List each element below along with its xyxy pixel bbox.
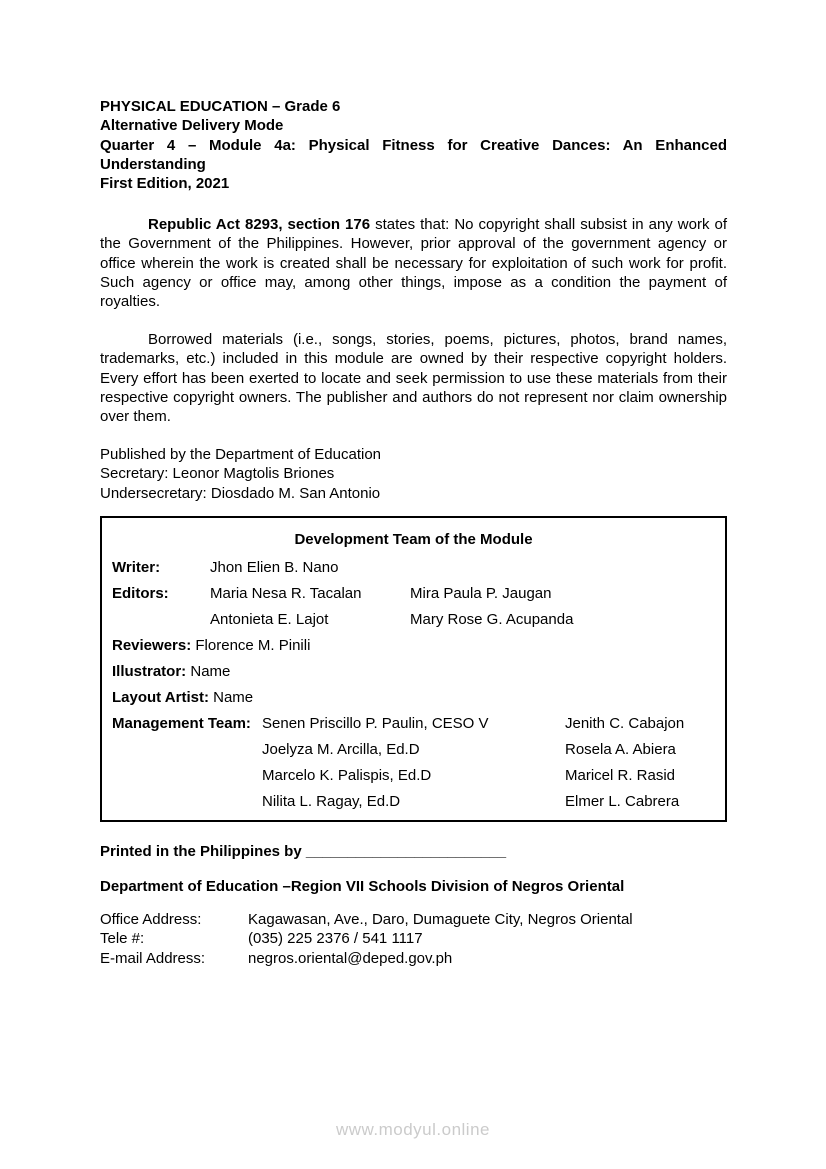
dev-team-title: Development Team of the Module (294, 531, 533, 548)
contact-label: E-mail Address: (100, 949, 206, 967)
document-header (100, 97, 727, 193)
writer-label: Writer: (112, 559, 161, 576)
management-team-row (112, 768, 715, 783)
printed-line: Printed in the Philippines by ________________________ (100, 843, 507, 860)
copyright-text: states that: No copyright shall subsist in any work of the Government of the Philippines. However, prior approval of the government agency or office wherein the work is created shall be necessary for exploitation of such work for profit. Such agency or office may, among other things, impose as a condition the payment of royalties. (100, 216, 727, 311)
editor-name: Mary Rose G. Acupanda (410, 611, 574, 628)
management-name: Senen Priscillo P. Paulin, CESO V (262, 715, 489, 732)
layout-artist-name: Name (213, 689, 254, 706)
management-name: Nilita L. Ragay, Ed.D (262, 793, 401, 810)
undersecretary-line: Undersecretary: Diosdado M. San Antonio (100, 484, 381, 502)
published-by-line: Published by the Department of Education (100, 446, 382, 463)
writer-row (112, 560, 715, 575)
copyright-paragraph (100, 215, 727, 311)
management-name: Jenith C. Cabajon (565, 715, 685, 732)
contact-row (100, 949, 727, 968)
management-name: Elmer L. Cabrera (565, 793, 680, 810)
contact-row (100, 910, 727, 929)
publisher-block (100, 445, 727, 503)
editors-row (112, 586, 715, 601)
management-name: Maricel R. Rasid (565, 767, 676, 784)
editors-label: Editors: (112, 585, 169, 602)
contact-value: (035) 225 2376 / 541 1117 (248, 930, 423, 948)
management-name: Joelyza M. Arcilla, Ed.D (262, 741, 420, 758)
contact-label: Tele #: (100, 930, 145, 948)
illustrator-name: Name (190, 663, 231, 680)
module-title: Quarter 4 – Module 4a: Physical Fitness for Creative Dances: An Enhanced Understanding (100, 136, 727, 173)
management-name: Rosela A. Abiera (565, 741, 676, 758)
management-team-row (112, 742, 715, 757)
dev-team-box (100, 516, 727, 822)
edition-line: First Edition, 2021 (100, 175, 230, 193)
management-team-row (112, 716, 715, 731)
editor-name: Mira Paula P. Jaugan (410, 585, 552, 602)
reviewers-row (112, 638, 715, 653)
management-name: Marcelo K. Palispis, Ed.D (262, 767, 432, 784)
management-team-row (112, 794, 715, 809)
layout-artist-label: Layout Artist: (112, 689, 209, 706)
writer-name: Jhon Elien B. Nano (210, 559, 339, 576)
subject-grade-line: PHYSICAL EDUCATION – Grade 6 (100, 98, 341, 115)
editor-name: Maria Nesa R. Tacalan (210, 585, 362, 602)
contact-block (100, 910, 727, 968)
editor-name: Antonieta E. Lajot (210, 611, 329, 628)
contact-value: Kagawasan, Ave., Daro, Dumaguete City, Negros Oriental (248, 911, 633, 928)
delivery-mode-line: Alternative Delivery Mode (100, 117, 284, 135)
illustrator-row (112, 664, 715, 679)
editors-row (112, 612, 715, 627)
contact-row (100, 929, 727, 948)
illustrator-label: Illustrator: (112, 663, 187, 680)
reviewers-label: Reviewers: (112, 637, 192, 654)
contact-value: negros.oriental@deped.gov.ph (248, 949, 453, 967)
secretary-line: Secretary: Leonor Magtolis Briones (100, 465, 335, 483)
borrowed-materials-paragraph: Borrowed materials (i.e., songs, stories, poems, pictures, photos, brand names, trademarks, etc.) included in this module are owned by their respective copyright holders. Every effort has been exerted to locate and seek permission to use these materials from their respective copyright owners. The publisher and authors do not represent nor claim ownership over them. (100, 331, 727, 426)
contact-label: Office Address: (100, 911, 202, 928)
republic-act-lead: Republic Act 8293, section 176 (148, 216, 371, 233)
watermark: www.modyul.online (335, 1120, 490, 1139)
layout-artist-row (112, 690, 715, 705)
division-line: Department of Education –Region VII Schools Division of Negros Oriental (100, 878, 625, 895)
reviewers-name: Florence M. Pinili (195, 637, 311, 654)
management-team-label: Management Team: (112, 715, 251, 732)
